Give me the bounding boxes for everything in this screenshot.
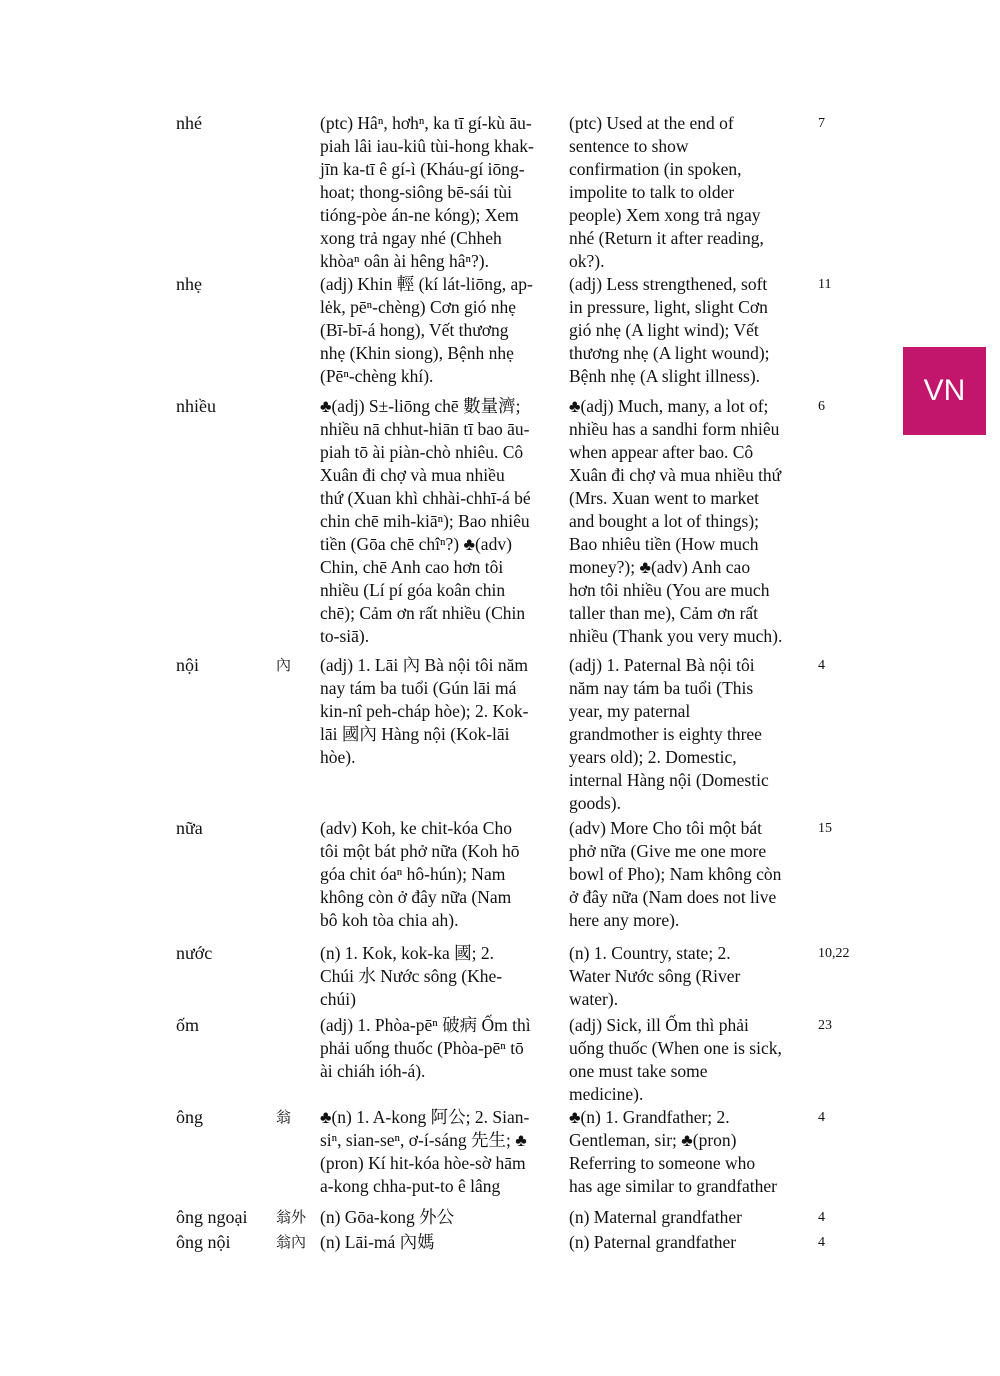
definition-line: medicine). [569, 1084, 644, 1104]
english-definition [569, 112, 815, 273]
definition-line: (Pēⁿ-chèng khí). [320, 366, 434, 386]
headword: nội [176, 655, 200, 675]
lesson-number: 7 [818, 116, 825, 131]
definition-line: chin chē mih-kiāⁿ); Bao nhiêu [320, 511, 530, 531]
definition-line: (adj) 1. Lāi 內 Bà nội tôi năm [320, 655, 529, 675]
lesson-number: 4 [818, 1235, 825, 1250]
definition-line: tiền (Gōa chē chîⁿ?) ♣(adv) [320, 534, 512, 554]
definition-line: ♣(n) 1. Grandfather; 2. [569, 1107, 730, 1127]
hanzi-form: 翁 [276, 1108, 292, 1126]
definition-line: Bệnh nhẹ (A slight illness). [569, 366, 761, 386]
definition-line: taller than me), Cảm ơn rất [569, 603, 759, 623]
definition-line: (Bī-bī-á hong), Vết thương [320, 320, 509, 340]
definition-line: Chúi 水 Nước sông (Khe- [320, 966, 503, 986]
definition-line: nhiều nā chhut-hiān tī bao āu- [320, 419, 530, 439]
definition-line: (adv) More Cho tôi một bát [569, 818, 762, 838]
definition-line: góa chit óaⁿ hô-hún); Nam [320, 864, 506, 884]
definition-line: one must take some [569, 1061, 708, 1081]
definition-line: không còn ở đây nữa (Nam [320, 887, 512, 907]
definition-line: ♣(n) 1. A-kong 阿公; 2. Sian- [320, 1107, 530, 1127]
english-definition [569, 1206, 815, 1229]
lesson-number: 23 [818, 1018, 832, 1033]
definition-line: Gentleman, sir; ♣(pron) [569, 1130, 737, 1150]
definition-line: (adj) Sick, ill Ốm thì phải [569, 1015, 749, 1035]
definition-line: Chin, chē Anh cao hơn tôi [320, 557, 504, 577]
definition-line: when appear after bao. Cô [569, 442, 754, 462]
english-definition [569, 942, 815, 1011]
lesson-number: 4 [818, 1110, 825, 1125]
definition-line: Xuân đi chợ và mua nhiều thứ [569, 465, 782, 485]
definition-line: in pressure, light, slight Cơn [569, 297, 768, 317]
definition-line: uống thuốc (When one is sick, [569, 1038, 782, 1058]
english-definition [569, 1106, 815, 1198]
definition-line: nhiều (Thank you very much). [569, 626, 783, 646]
lesson-number: 4 [818, 1210, 825, 1225]
definition-line: (n) Maternal grandfather [569, 1207, 742, 1227]
definition-line: has age similar to grandfather [569, 1176, 777, 1196]
definition-line: (n) 1. Country, state; 2. [569, 943, 731, 963]
definition-line: chúi) [320, 989, 356, 1009]
definition-line: nay tám ba tuổi (Gún lāi má [320, 678, 517, 698]
definition-line: hoat; thong-siông bē-sái tùi [320, 182, 512, 202]
definition-line: (adj) Khin 輕 (kí lát-liōng, ap- [320, 274, 533, 294]
definition-line: tióng-pòe án-ne kóng); Xem [320, 205, 519, 225]
english-definition [569, 1231, 815, 1254]
definition-line: (pron) Kí hit-kóa hòe-sờ hām [320, 1153, 526, 1173]
definition-line: ♣(adj) S±-liōng chē 數量濟; [320, 396, 521, 416]
definition-line: ok?). [569, 251, 605, 271]
definition-line: khòaⁿ oân ài hêng hâⁿ?). [320, 251, 489, 271]
definition-line: Water Nước sông (River [569, 966, 741, 986]
definition-line: years old); 2. Domestic, [569, 747, 737, 767]
definition-line: bô koh tòa chia ah). [320, 910, 459, 930]
definition-line: a-kong chha-put-to ê lâng [320, 1176, 501, 1196]
taiwanese-definition [320, 942, 556, 1011]
hanzi-form: 翁外 [276, 1208, 307, 1226]
definition-line: nhẹ (Khin siong), Bệnh nhẹ [320, 343, 514, 363]
definition-line: siⁿ, sian-seⁿ, ơ-í-sáng 先生; ♣ [320, 1130, 527, 1150]
definition-line: hơn tôi nhiều (You are much [569, 580, 770, 600]
lesson-number: 10,22 [818, 946, 850, 961]
taiwanese-definition [320, 1106, 556, 1198]
definition-line: Referring to someone who [569, 1153, 756, 1173]
definition-line: jīn ka-tī ê gí-ì (Kháu-gí iōng- [320, 159, 525, 179]
definition-line: nhiều (Lí pí góa koân chin [320, 580, 506, 600]
definition-line: ở đây nữa (Nam does not live [569, 887, 777, 907]
headword: nhẹ [176, 274, 202, 294]
definition-line: sentence to show [569, 136, 689, 156]
definition-line: internal Hàng nội (Domestic [569, 770, 769, 790]
definition-line: nhé (Return it after reading, [569, 228, 764, 248]
definition-line: (adj) 1. Phòa-pēⁿ 破病 Ốm thì [320, 1015, 531, 1035]
definition-line: xong trả ngay nhé (Chheh [320, 228, 502, 248]
definition-line: money?); ♣(adv) Anh cao [569, 557, 751, 577]
english-definition [569, 817, 815, 932]
hanzi-form: 內 [276, 656, 292, 674]
headword: nhé [176, 113, 202, 133]
definition-line: year, my paternal [569, 701, 691, 721]
definition-line: water). [569, 989, 619, 1009]
section-tab-vn [903, 347, 986, 435]
definition-line: chē); Cảm ơn rất nhiều (Chin [320, 603, 526, 623]
hanzi-form: 翁內 [276, 1233, 307, 1251]
taiwanese-definition [320, 273, 556, 388]
definition-line: (adv) Koh, ke chit-kóa Cho [320, 818, 512, 838]
section-tab-label: VN [923, 374, 966, 407]
headword: nước [176, 943, 213, 963]
definition-line: people) Xem xong trả ngay [569, 205, 761, 225]
definition-line: (ptc) Used at the end of [569, 113, 734, 133]
definition-line: (n) Paternal grandfather [569, 1232, 737, 1252]
english-definition [569, 273, 815, 388]
definition-line: phở nữa (Give me one more [569, 841, 767, 861]
taiwanese-definition [320, 817, 556, 932]
definition-line: bowl of Pho); Nam không còn [569, 864, 782, 884]
definition-line: (Mrs. Xuan went to market [569, 488, 760, 508]
definition-line: ài chiáh ióh-á). [320, 1061, 426, 1081]
headword: nữa [176, 818, 203, 838]
taiwanese-definition [320, 1231, 556, 1254]
definition-line: ♣(adj) Much, many, a lot of; [569, 396, 769, 416]
definition-line: thương nhẹ (A light wound); [569, 343, 770, 363]
taiwanese-definition [320, 1014, 556, 1083]
definition-line: piah tō ài piàn-chò nhiêu. Cô [320, 442, 524, 462]
definition-line: impolite to talk to older [569, 182, 735, 202]
lesson-number: 4 [818, 658, 825, 673]
taiwanese-definition [320, 395, 556, 648]
english-definition [569, 395, 815, 648]
definition-line: Xuân đi chợ và mua nhiều [320, 465, 505, 485]
definition-line: (n) Lāi-má 內媽 [320, 1232, 435, 1252]
definition-line: hòe). [320, 747, 356, 767]
definition-line: to-siā). [320, 626, 370, 646]
headword: ông [176, 1107, 203, 1127]
definition-line: (adj) Less strengthened, soft [569, 274, 768, 294]
lesson-number: 11 [818, 277, 832, 292]
definition-line: kin-nî peh-cháp hòe); 2. Kok- [320, 701, 529, 721]
english-definition [569, 654, 815, 815]
definition-line: gió nhẹ (A light wind); Vết [569, 320, 759, 340]
taiwanese-definition [320, 1206, 556, 1229]
headword: ốm [176, 1015, 200, 1035]
lesson-number: 15 [818, 821, 832, 836]
definition-line: and bought a lot of things); [569, 511, 760, 531]
definition-line: lāi 國內 Hàng nội (Kok-lāi [320, 724, 510, 744]
definition-line: tôi một bát phở nữa (Koh hō [320, 841, 520, 861]
definition-line: lėk, pēⁿ-chèng) Cơn gió nhẹ [320, 297, 517, 317]
english-definition [569, 1014, 815, 1106]
definition-line: phải uống thuốc (Phòa-pēⁿ tō [320, 1038, 524, 1058]
definition-line: nhiều has a sandhi form nhiêu [569, 419, 780, 439]
taiwanese-definition [320, 112, 556, 273]
definition-line: thứ (Xuan khì chhài-chhī-á bé [320, 488, 531, 508]
lesson-number: 6 [818, 399, 825, 414]
definition-line: năm nay tám ba tuổi (This [569, 678, 754, 698]
definition-line: confirmation (in spoken, [569, 159, 742, 179]
definition-line: piah lâi iau-kiû tùi-hong khak- [320, 136, 534, 156]
definition-line: grandmother is eighty three [569, 724, 762, 744]
definition-line: goods). [569, 793, 622, 813]
definition-line: (n) Gōa-kong 外公 [320, 1207, 455, 1227]
taiwanese-definition [320, 654, 556, 769]
definition-line: here any more). [569, 910, 680, 930]
headword: nhiều [176, 396, 216, 416]
definition-line: Bao nhiêu tiền (How much [569, 534, 759, 554]
headword: ông ngoại [176, 1207, 248, 1227]
definition-line: (ptc) Hâⁿ, hơhⁿ, ka tī gí-kù āu- [320, 113, 532, 133]
headword: ông nội [176, 1232, 231, 1252]
definition-line: (n) 1. Kok, kok-ka 國; 2. [320, 943, 495, 963]
definition-line: (adj) 1. Paternal Bà nội tôi [569, 655, 755, 675]
